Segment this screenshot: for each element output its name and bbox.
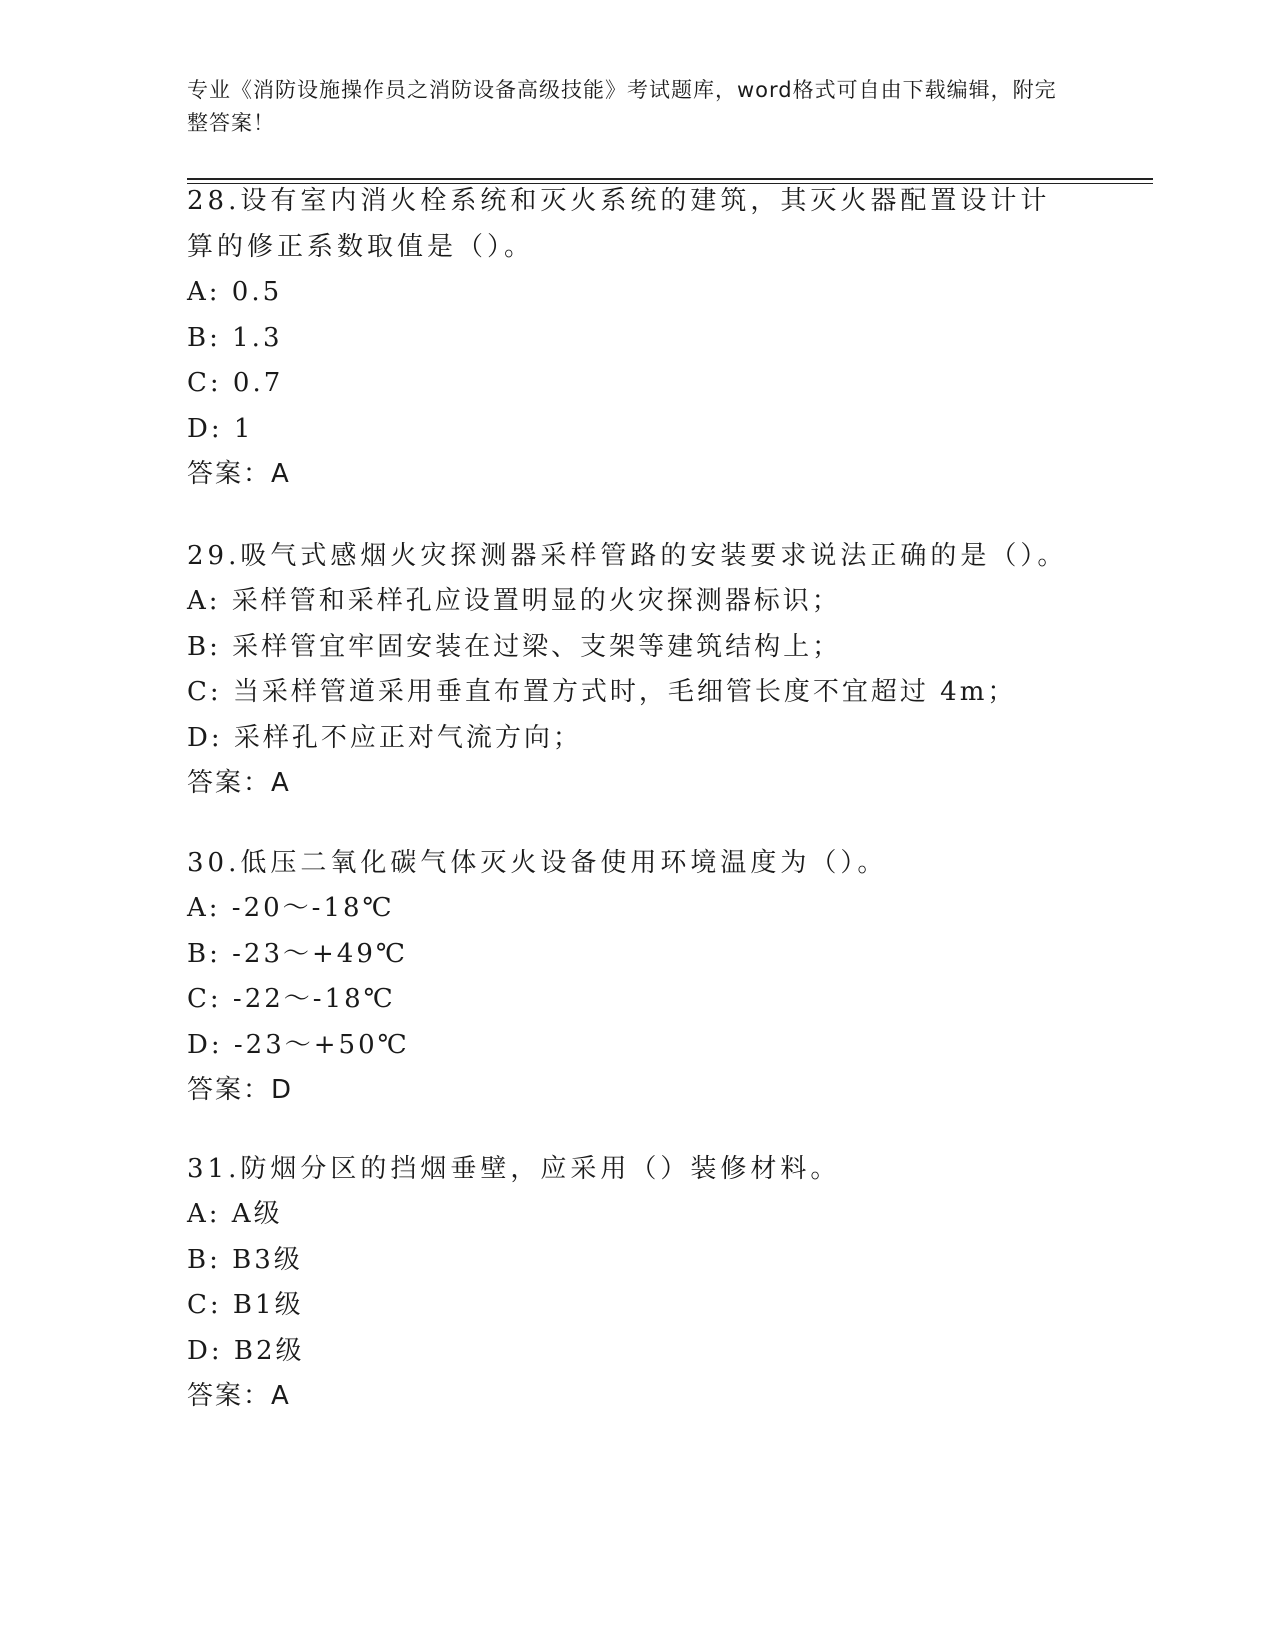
option-d: D: -23～+50℃ [187,1029,410,1060]
option-b: B: B3级 [187,1244,303,1275]
option-d: D: 采样孔不应正对气流方向； [187,722,582,753]
question-30 [187,840,1087,1113]
answer-label: 答案：D [187,1075,294,1105]
question-31 [187,1146,1087,1419]
option-a: A: 采样管和采样孔应设置明显的火灾探测器标识； [187,586,841,616]
option-b: B: 采样管宜牢固安装在过梁、支架等建筑结构上； [187,631,842,662]
option-a: A: A级 [187,1199,283,1229]
option-d: D: 1 [187,413,254,444]
answer-label: 答案：A [187,768,291,798]
question-stem: 29.吸气式感烟火灾探测器采样管路的安装要求说法正确的是（）。 [187,541,1068,571]
option-c: C: B1级 [187,1290,304,1320]
question-29 [187,533,1087,806]
question-stem: 28.设有室内消火栓系统和灭火系统的建筑，其灭火器配置设计计算的修正系数取值是（）。 [187,186,1051,262]
option-b: B: 1.3 [187,322,283,353]
question-stem: 31.防烟分区的挡烟垂壁，应采用（）装修材料。 [187,1154,841,1184]
document-header: 专业《消防设施操作员之消防设备高级技能》考试题库，word格式可自由下载编辑，附完整答案！ [187,78,1057,135]
question-stem: 30.低压二氧化碳气体灭火设备使用环境温度为（）。 [187,848,888,878]
option-a: A: -20～-18℃ [187,893,395,923]
answer-label: 答案：A [187,459,291,489]
option-a: A: 0.5 [187,277,283,307]
option-c: C: 当采样管道采用垂直布置方式时，毛细管长度不宜超过 4m； [187,677,1017,707]
answer-label: 答案：A [187,1381,291,1411]
option-d: D: B2级 [187,1335,305,1366]
option-b: B: -23～+49℃ [187,938,408,969]
option-c: C: -22～-18℃ [187,984,396,1014]
option-c: C: 0.7 [187,368,284,398]
question-28 [187,178,1087,497]
